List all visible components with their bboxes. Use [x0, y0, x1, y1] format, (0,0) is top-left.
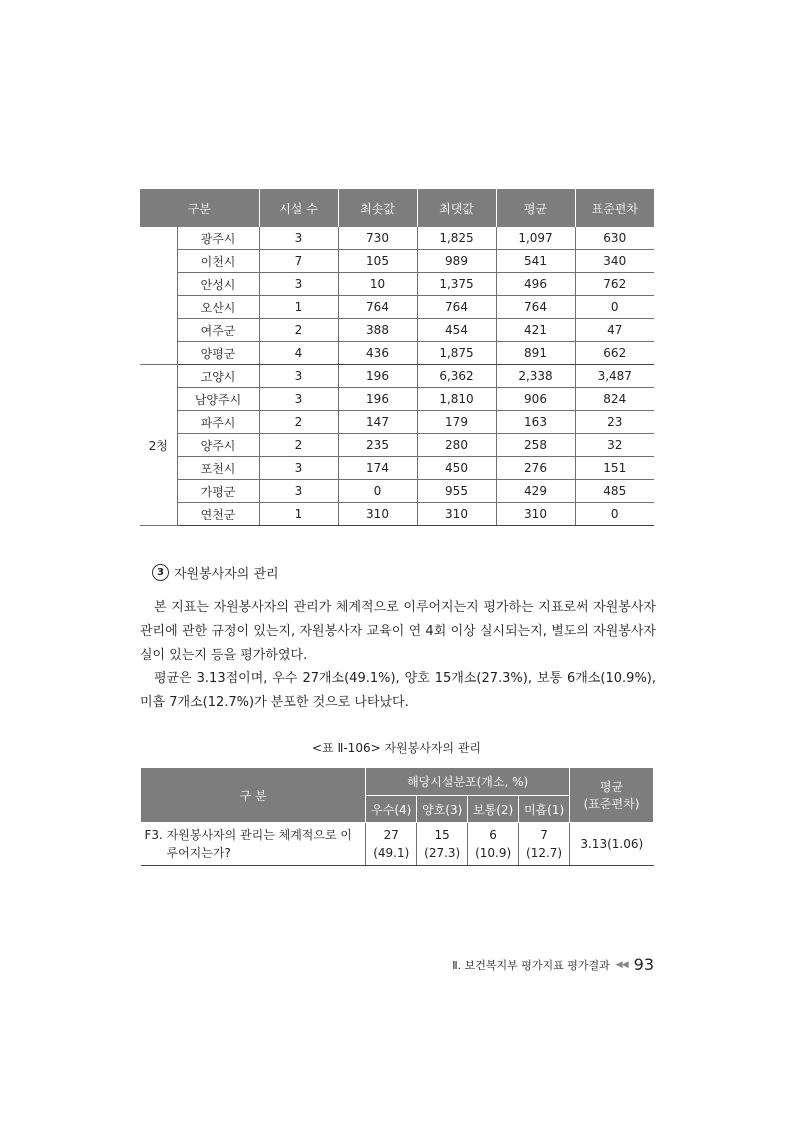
region-name: 고양시	[177, 365, 259, 388]
table-header-row	[140, 189, 654, 227]
table-cell: 429	[496, 480, 575, 503]
cell-poor	[519, 823, 570, 866]
header-gubun: 구 분	[141, 768, 366, 823]
region-name: 광주시	[177, 227, 259, 250]
page-number: 93	[633, 955, 654, 974]
table-row	[140, 319, 654, 342]
item-line-2: 루어지는가?	[166, 846, 231, 860]
table-cell: 388	[338, 319, 417, 342]
table-cell: 23	[575, 411, 654, 434]
table-row	[140, 480, 654, 503]
table-cell: 174	[338, 457, 417, 480]
table-cell: 2	[259, 434, 338, 457]
col-header-min: 최솟값	[338, 189, 417, 227]
table-body	[140, 227, 654, 526]
percent: (49.1)	[373, 846, 410, 860]
table-cell: 196	[338, 365, 417, 388]
table-cell: 450	[417, 457, 496, 480]
cell-good	[417, 823, 468, 866]
table-cell: 906	[496, 388, 575, 411]
table-cell: 1	[259, 503, 338, 526]
table-caption: <표 Ⅱ-106> 자원봉사자의 관리	[311, 741, 482, 755]
table-row	[140, 250, 654, 273]
table-cell: 340	[575, 250, 654, 273]
col-header-gubun: 구분	[140, 189, 259, 227]
table-cell: 496	[496, 273, 575, 296]
table-cell: 421	[496, 319, 575, 342]
table-cell: 0	[575, 503, 654, 526]
cell-mean-sd: 3.13(1.06)	[570, 823, 654, 866]
header-distribution: 해당시설분포(개소, %)	[366, 768, 570, 796]
table-cell: 989	[417, 250, 496, 273]
table-cell: 2	[259, 319, 338, 342]
subheader-poor: 미흡(1)	[519, 796, 570, 823]
table-cell: 454	[417, 319, 496, 342]
table-cell: 824	[575, 388, 654, 411]
table-cell: 276	[496, 457, 575, 480]
table-cell: 3	[259, 273, 338, 296]
table-row	[140, 503, 654, 526]
table-cell: 0	[338, 480, 417, 503]
subheader-excellent: 우수(4)	[366, 796, 417, 823]
table-row	[140, 388, 654, 411]
region-name: 포천시	[177, 457, 259, 480]
table-cell: 105	[338, 250, 417, 273]
table-cell: 630	[575, 227, 654, 250]
header-average	[570, 768, 654, 823]
table-cell: 3	[259, 227, 338, 250]
section-number-circle: 3	[152, 564, 169, 581]
table-cell: 32	[575, 434, 654, 457]
table-row	[140, 365, 654, 388]
facility-stats-table	[140, 189, 654, 526]
table-cell: 4	[259, 342, 338, 365]
region-name: 오산시	[177, 296, 259, 319]
table-cell: 730	[338, 227, 417, 250]
section-title: 자원봉사자의 관리	[174, 567, 279, 582]
table-row	[141, 823, 654, 866]
table-row	[140, 227, 654, 250]
count: 7	[540, 828, 548, 842]
col-header-max: 최댓값	[417, 189, 496, 227]
group-label-1	[140, 227, 177, 365]
table-cell: 891	[496, 342, 575, 365]
table-cell: 310	[338, 503, 417, 526]
table-cell: 1,375	[417, 273, 496, 296]
percent: (10.9)	[475, 846, 512, 860]
table-cell: 485	[575, 480, 654, 503]
table-cell: 10	[338, 273, 417, 296]
table-cell: 2,338	[496, 365, 575, 388]
percent: (12.7)	[526, 846, 563, 860]
table-cell: 179	[417, 411, 496, 434]
table-cell: 764	[496, 296, 575, 319]
table-row	[140, 342, 654, 365]
percent: (27.3)	[424, 846, 461, 860]
table-cell: 310	[417, 503, 496, 526]
volunteer-management-table	[140, 767, 654, 866]
cell-excellent	[366, 823, 417, 866]
item-text	[141, 823, 366, 866]
count: 15	[434, 828, 450, 842]
region-name: 연천군	[177, 503, 259, 526]
subheader-good: 양호(3)	[417, 796, 468, 823]
region-name: 남양주시	[177, 388, 259, 411]
table-cell: 764	[338, 296, 417, 319]
paragraph-description: 본 지표는 자원봉사자의 관리가 체계적으로 이루어지는지 평가하는 지표로써 자원봉사자 관리에 관한 규정이 있는지, 자원봉사자 교육이 연 4회 이상 실시되는지, 별도의 자원봉사자 실이 있는지 등을 평가하였다.	[140, 600, 656, 663]
table-cell: 0	[575, 296, 654, 319]
table-cell: 235	[338, 434, 417, 457]
table-cell: 541	[496, 250, 575, 273]
table-cell: 7	[259, 250, 338, 273]
header-average-label: 평균	[599, 780, 624, 794]
table-cell: 762	[575, 273, 654, 296]
col-header-count: 시설 수	[259, 189, 338, 227]
table-row	[140, 457, 654, 480]
table-cell: 196	[338, 388, 417, 411]
region-name: 이천시	[177, 250, 259, 273]
header-average-sd: (표준편차)	[583, 797, 640, 811]
table-cell: 3	[259, 457, 338, 480]
table-row	[140, 434, 654, 457]
table-cell: 1,810	[417, 388, 496, 411]
group-label-2: 2청	[140, 365, 177, 526]
table-cell: 3	[259, 388, 338, 411]
table-cell: 2	[259, 411, 338, 434]
cell-average	[468, 823, 519, 866]
table-cell: 280	[417, 434, 496, 457]
table-cell: 436	[338, 342, 417, 365]
paragraph-results: 평균은 3.13점이며, 우수 27개소(49.1%), 양호 15개소(27.3%), 보통 6개소(10.9%), 미흡 7개소(12.7%)가 분포한 것으로 나타났다.	[140, 671, 656, 710]
table-cell: 151	[575, 457, 654, 480]
region-name: 양평군	[177, 342, 259, 365]
footer-chapter: Ⅱ. 보건복지부 평가지표 평가결과	[452, 958, 610, 972]
table-cell: 764	[417, 296, 496, 319]
region-name: 안성시	[177, 273, 259, 296]
table-cell: 1,097	[496, 227, 575, 250]
table-cell: 3	[259, 365, 338, 388]
table-row	[140, 411, 654, 434]
table-cell: 47	[575, 319, 654, 342]
page-footer	[452, 955, 654, 974]
region-name: 가평군	[177, 480, 259, 503]
table-row	[140, 296, 654, 319]
subheader-average: 보통(2)	[468, 796, 519, 823]
col-header-mean: 평균	[496, 189, 575, 227]
footer-arrows-icon: ◀◀	[615, 959, 628, 970]
count: 27	[383, 828, 399, 842]
table-cell: 1,825	[417, 227, 496, 250]
region-name: 여주군	[177, 319, 259, 342]
table-cell: 662	[575, 342, 654, 365]
count: 6	[489, 828, 497, 842]
table-cell: 258	[496, 434, 575, 457]
table-cell: 147	[338, 411, 417, 434]
region-name: 양주시	[177, 434, 259, 457]
col-header-sd: 표준편차	[575, 189, 654, 227]
table-cell: 1	[259, 296, 338, 319]
region-name: 파주시	[177, 411, 259, 434]
table-cell: 6,362	[417, 365, 496, 388]
table-cell: 3,487	[575, 365, 654, 388]
table-cell: 1,875	[417, 342, 496, 365]
table-cell: 955	[417, 480, 496, 503]
section-heading	[152, 563, 279, 582]
table-cell: 3	[259, 480, 338, 503]
item-line-1: F3. 자원봉사자의 관리는 체계적으로 이	[144, 828, 352, 842]
table-cell: 163	[496, 411, 575, 434]
table-row	[140, 273, 654, 296]
table-cell: 310	[496, 503, 575, 526]
